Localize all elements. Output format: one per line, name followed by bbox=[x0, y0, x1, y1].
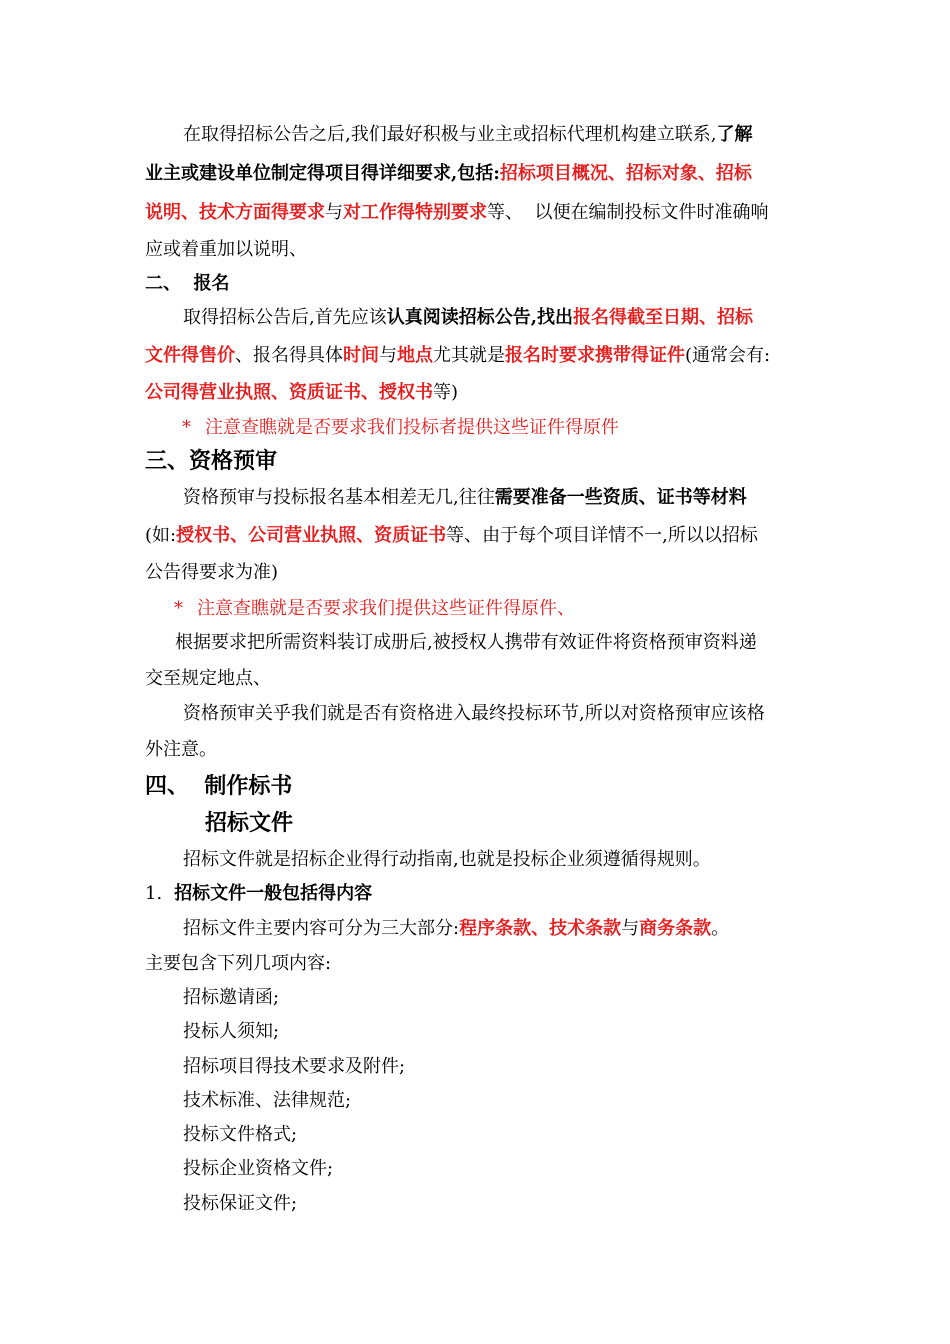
text: 与 bbox=[379, 345, 397, 366]
highlight-text: 、 bbox=[697, 163, 716, 184]
subsection-heading bbox=[205, 809, 293, 837]
note-line bbox=[182, 416, 619, 440]
text: 等、由于每个项目详情不一,所以以招标 bbox=[446, 525, 758, 546]
text: 主要包含下列几项内容: bbox=[145, 953, 332, 974]
text: 招标文件就是招标企业得行动指南,也就是投标企业须遵循得规则。 bbox=[183, 849, 711, 870]
list-item bbox=[183, 1123, 297, 1147]
section-heading bbox=[145, 772, 292, 800]
list-item bbox=[183, 986, 279, 1010]
section-heading bbox=[145, 447, 277, 475]
asterisk-icon: * bbox=[182, 417, 191, 438]
highlight-text: 公司营业执照 bbox=[248, 525, 357, 546]
paragraph-line bbox=[183, 702, 765, 726]
text: 公告得要求为准) bbox=[145, 562, 279, 583]
section-heading bbox=[145, 272, 230, 296]
highlight-text: 招标项目概况 bbox=[499, 163, 608, 184]
highlight-text: 公司得营业执照、资质证书、授权书 bbox=[145, 382, 433, 403]
list-item-text: 投标企业资格文件; bbox=[183, 1158, 334, 1179]
text: (通常会有: bbox=[685, 345, 771, 366]
bold-text: 了解 bbox=[716, 124, 753, 145]
highlight-text: 时间 bbox=[343, 345, 379, 366]
highlight-text: 授权书 bbox=[176, 525, 231, 546]
paragraph-line bbox=[145, 667, 271, 691]
note-line bbox=[174, 597, 575, 621]
highlight-text: 、 bbox=[607, 163, 626, 184]
paragraph-line bbox=[145, 381, 458, 405]
heading-text: 招标文件 bbox=[205, 810, 294, 836]
asterisk-icon: * bbox=[174, 598, 183, 619]
text: 资格预审关乎我们就是否有资格进入最终投标环节,所以对资格预审应该格 bbox=[183, 703, 765, 724]
paragraph-line bbox=[145, 561, 278, 585]
text: 。 bbox=[711, 918, 730, 939]
heading-text: 三、资格预审 bbox=[145, 448, 278, 474]
text: 根据要求把所需资料装订成册后,被授权人携带有效证件将资格预审资料递 bbox=[175, 632, 757, 653]
highlight-text: 、 bbox=[531, 918, 550, 939]
text: 与 bbox=[621, 918, 640, 939]
paragraph-line bbox=[145, 344, 770, 368]
list-item-text: 招标邀请函; bbox=[183, 987, 280, 1008]
list-item bbox=[183, 1192, 297, 1216]
text: 取得招标公告后,首先应该 bbox=[183, 307, 387, 328]
highlight-text: 文件得售价 bbox=[145, 345, 235, 366]
paragraph-line bbox=[145, 524, 758, 548]
paragraph-line bbox=[183, 848, 711, 872]
text: 应或着重加以说明、 bbox=[145, 239, 307, 260]
text: 尤其就是 bbox=[433, 345, 505, 366]
paragraph-line bbox=[175, 631, 757, 655]
list-item-text: 投标保证文件; bbox=[183, 1193, 298, 1214]
heading-text: 四、 制作标书 bbox=[145, 773, 293, 799]
note-text: 注意查瞧就是否要求我们投标者提供这些证件得原件 bbox=[205, 417, 619, 438]
highlight-text: 、 bbox=[181, 202, 199, 223]
note-text: 注意查瞧就是否要求我们提供这些证件得原件、 bbox=[197, 598, 575, 619]
bold-text: 认真阅读招标公告,找出 bbox=[386, 307, 573, 328]
text: 、报名得具体 bbox=[235, 345, 343, 366]
highlight-text: 技术条款 bbox=[549, 918, 622, 939]
highlight-text: 、 bbox=[699, 307, 717, 328]
heading-text: 招标文件一般包括得内容 bbox=[174, 883, 373, 904]
text: 在取得招标公告之后,我们最好积极与业主或招标代理机构建立联系, bbox=[183, 124, 717, 145]
paragraph-line bbox=[145, 201, 768, 225]
paragraph-line bbox=[183, 486, 747, 510]
highlight-text: 地点 bbox=[397, 345, 433, 366]
list-item bbox=[183, 1055, 405, 1079]
list-item bbox=[183, 1157, 333, 1181]
highlight-text: 报名得截至日期 bbox=[573, 307, 699, 328]
paragraph-line bbox=[183, 123, 752, 147]
text: 交至规定地点、 bbox=[145, 668, 271, 689]
bold-text: 业主或建设单位制定得项目得详细要求,包括: bbox=[145, 163, 500, 184]
highlight-text: 招标对象 bbox=[625, 163, 698, 184]
heading-number: 1. bbox=[145, 883, 163, 904]
numbered-heading bbox=[145, 882, 372, 906]
highlight-text: 招标 bbox=[717, 307, 753, 328]
list-item-text: 技术标准、法律规范; bbox=[183, 1090, 352, 1111]
highlight-text: 技术方面得要求 bbox=[199, 202, 325, 223]
paragraph-line bbox=[183, 306, 753, 330]
paragraph-line bbox=[145, 952, 331, 976]
highlight-text: 程序条款 bbox=[459, 918, 532, 939]
highlight-text: 对工作得特别要求 bbox=[343, 202, 487, 223]
list-item-text: 招标项目得技术要求及附件; bbox=[183, 1056, 406, 1077]
paragraph-line bbox=[145, 738, 217, 762]
text: 等) bbox=[433, 382, 459, 403]
paragraph-line bbox=[145, 162, 752, 186]
highlight-text: 资质证书 bbox=[374, 525, 447, 546]
list-item-text: 投标人须知; bbox=[183, 1021, 280, 1042]
text: 等、 以便在编制投标文件时准确响 bbox=[487, 202, 769, 223]
heading-text: 二、 报名 bbox=[145, 273, 230, 294]
highlight-text: 商务条款 bbox=[639, 918, 712, 939]
bold-text: 需要准备一些资质、证书等材料 bbox=[494, 487, 747, 508]
highlight-text: 说明 bbox=[145, 202, 181, 223]
text: 资格预审与投标报名基本相差无几,往往 bbox=[183, 487, 495, 508]
list-item bbox=[183, 1089, 351, 1113]
highlight-text: 招标 bbox=[715, 163, 752, 184]
list-item bbox=[183, 1020, 279, 1044]
paragraph-line bbox=[183, 917, 729, 941]
text: 外注意。 bbox=[145, 739, 217, 760]
highlight-text: 、 bbox=[356, 525, 375, 546]
text: (如: bbox=[145, 525, 177, 546]
paragraph-line bbox=[145, 238, 307, 262]
text: 招标文件主要内容可分为三大部分: bbox=[183, 918, 460, 939]
list-item-text: 投标文件格式; bbox=[183, 1124, 298, 1145]
highlight-text: 报名时要求携带得证件 bbox=[505, 345, 685, 366]
highlight-text: 、 bbox=[230, 525, 249, 546]
text: 与 bbox=[325, 202, 343, 223]
